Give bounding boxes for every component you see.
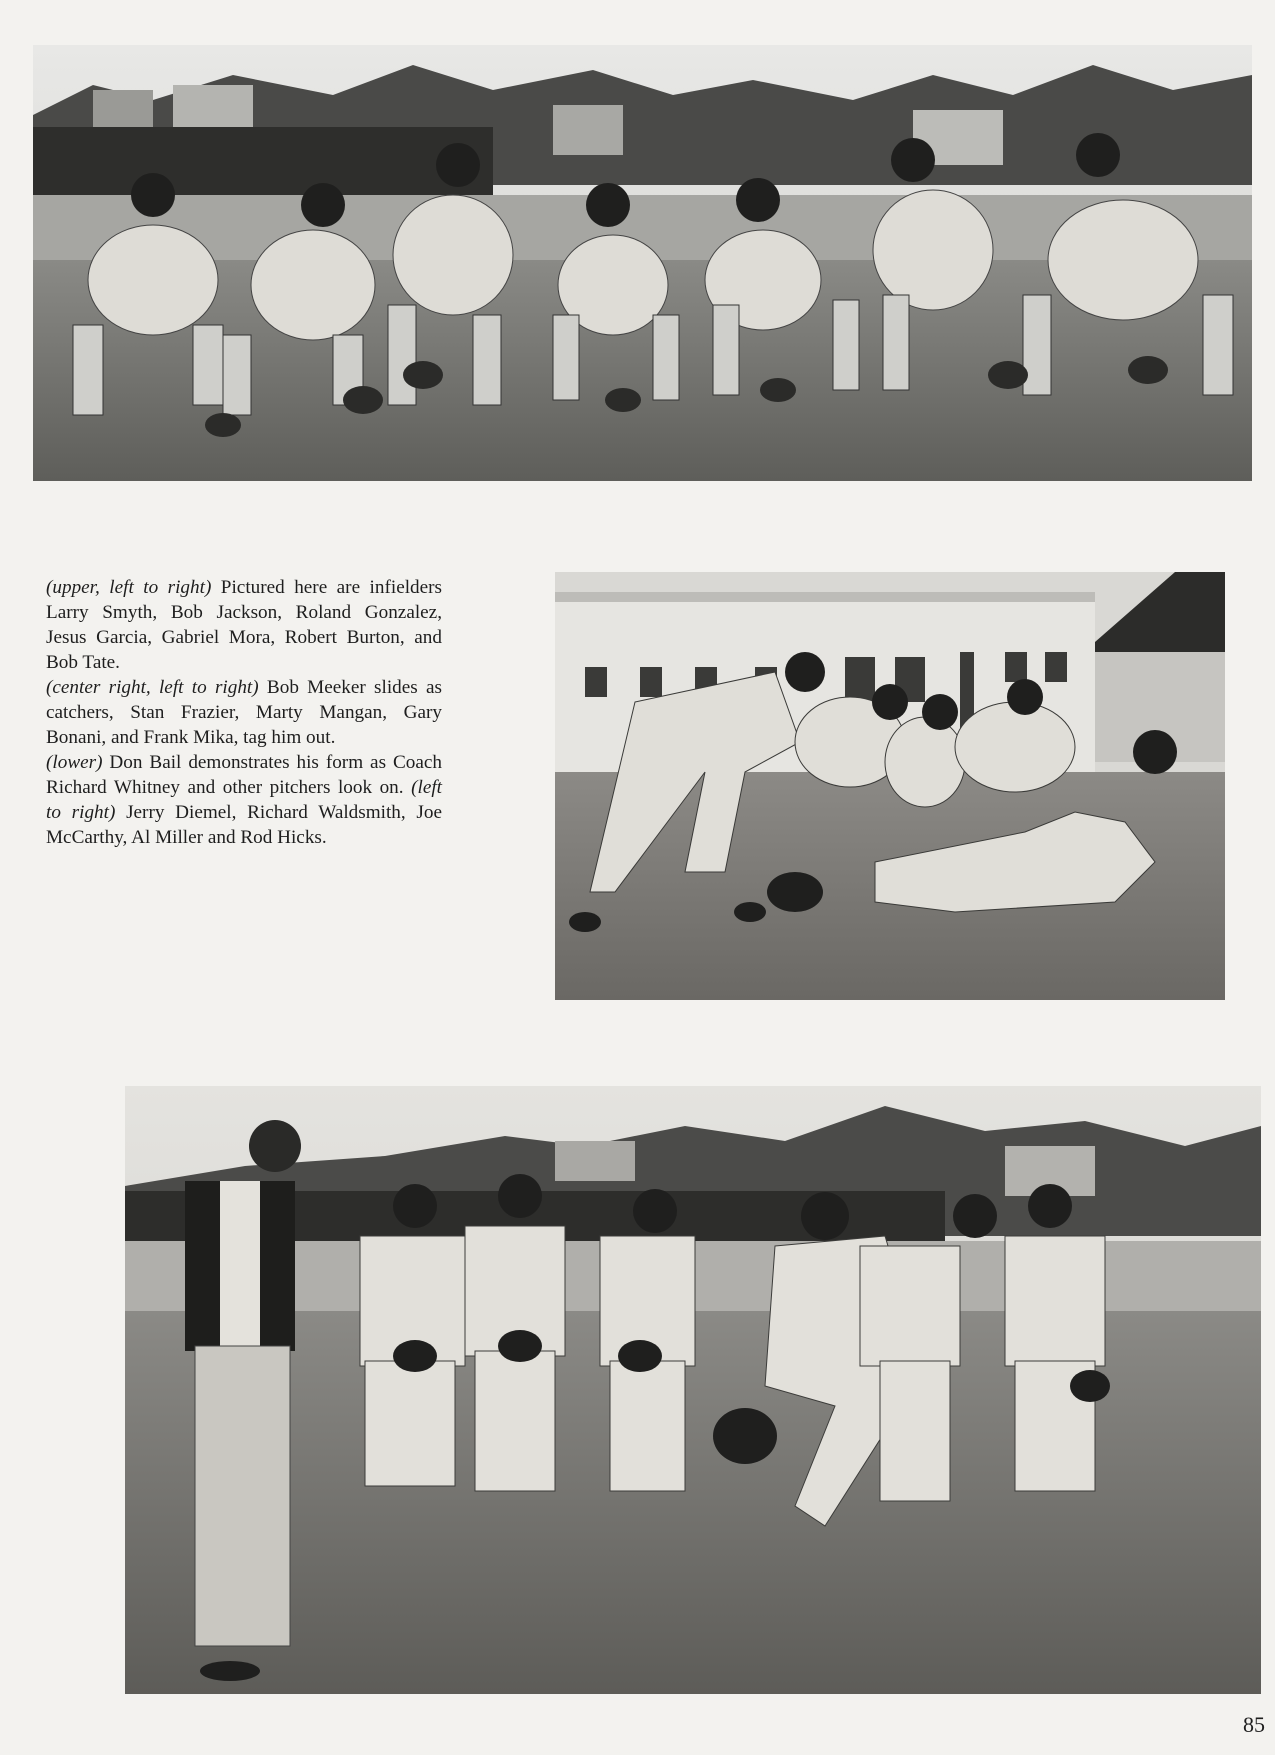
- caption-upper-label: (upper, left to right): [46, 577, 212, 598]
- photo-infielders-image: [33, 45, 1252, 481]
- caption-lower-label: (lower): [46, 752, 103, 773]
- photo-catchers: [555, 572, 1225, 1000]
- caption-center-text: Bob Meeker slides as catchers, Stan Frazier, Marty Mangan, Gary Bonani, and Frank Mika, tag him out.: [46, 677, 442, 748]
- caption-lower-text2: Jerry Diemel, Richard Waldsmith, Joe McCarthy, Al Miller and Rod Hicks.: [46, 802, 442, 848]
- photo-pitchers-image: [125, 1086, 1261, 1694]
- caption-lower-text: Don Bail demonstrates his form as Coach Richard Whitney and other pitchers look on.: [46, 752, 442, 798]
- caption-lower-label2: (left to right): [46, 777, 442, 823]
- coach-figure: [185, 1120, 301, 1681]
- photo-infielders: [33, 45, 1252, 481]
- page-number: 85: [1243, 1712, 1265, 1737]
- caption-upper: [46, 575, 442, 675]
- photo-catchers-image: [555, 572, 1225, 1000]
- caption-upper-text: Pictured here are infielders Larry Smyth, Bob Jackson, Roland Gonzalez, Jesus Garcia, Gabriel Mora, Robert Burton, and Bob Tate.: [46, 577, 443, 673]
- caption-lower: [46, 750, 442, 850]
- photo-caption: [46, 575, 442, 850]
- photo-pitchers: [125, 1086, 1261, 1694]
- caption-center: [46, 675, 442, 750]
- caption-center-label: (center right, left to right): [46, 677, 259, 698]
